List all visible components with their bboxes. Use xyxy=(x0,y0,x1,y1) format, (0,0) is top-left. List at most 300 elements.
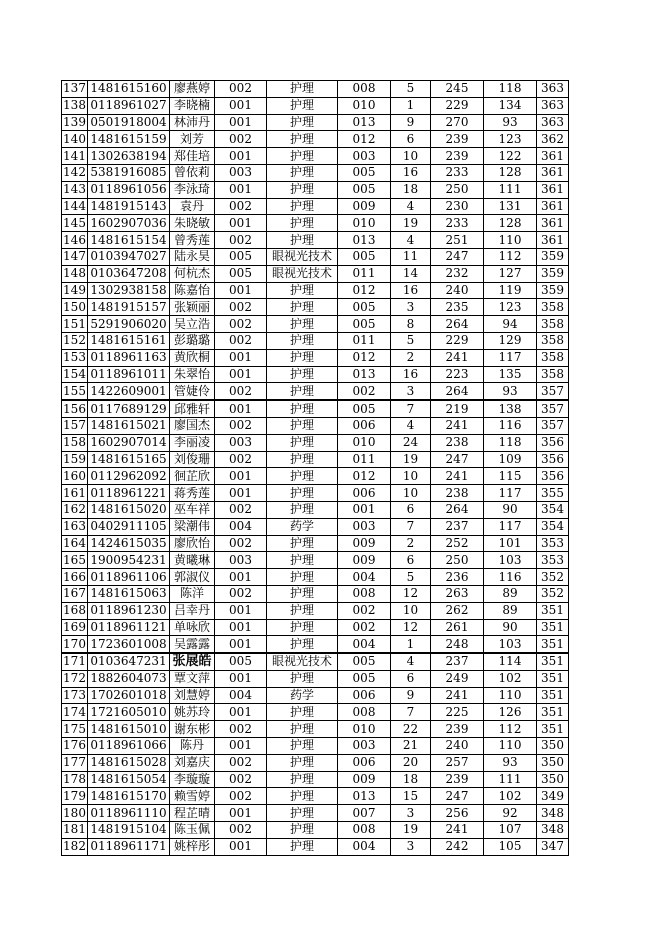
class-code-cell: 008 xyxy=(338,585,391,602)
exam-id-cell: 1721605010 xyxy=(88,704,170,721)
student-name-cell: 赖雪婷 xyxy=(170,788,215,805)
student-name-cell: 朱翠怡 xyxy=(170,366,215,383)
row-number-cell: 148 xyxy=(63,266,86,281)
seat-number-cell: 12 xyxy=(391,619,431,636)
score-a-cell: 238 xyxy=(431,485,484,502)
major-cell: 护理 xyxy=(267,805,338,822)
major-cell: 护理 xyxy=(267,721,338,738)
seat-number-cell: 3 xyxy=(391,383,431,400)
score-b-cell: 94 xyxy=(484,316,537,333)
total-score-cell: 354 xyxy=(537,518,569,535)
class-code-cell: 012 xyxy=(338,468,391,485)
score-b-cell: 90 xyxy=(484,501,537,518)
student-name-cell: 袁丹 xyxy=(170,198,215,215)
table-row xyxy=(62,265,569,282)
class-code-cell: 006 xyxy=(338,754,391,771)
row-number-cell: 145 xyxy=(63,215,86,230)
table-row xyxy=(62,468,569,485)
exam-id-cell: 1481915143 xyxy=(88,198,170,215)
exam-id-cell: 1422609001 xyxy=(88,383,170,400)
score-b-cell: 128 xyxy=(484,164,537,181)
seat-number-cell: 6 xyxy=(391,501,431,518)
major-cell: 护理 xyxy=(267,400,338,417)
seat-number-cell: 21 xyxy=(391,738,431,755)
exam-id-cell: 1481915157 xyxy=(88,299,170,316)
school-code-cell: 001 xyxy=(215,215,267,232)
seat-number-cell: 2 xyxy=(391,535,431,552)
total-score-cell: 355 xyxy=(537,485,569,502)
total-score-cell: 357 xyxy=(537,400,569,417)
major-cell: 护理 xyxy=(267,181,338,198)
exam-id-cell: 1702601018 xyxy=(88,687,170,704)
exam-id-cell: 0402911105 xyxy=(88,518,170,535)
row-number-cell: 168 xyxy=(63,603,86,618)
school-code-cell: 002 xyxy=(215,131,267,148)
class-code-cell: 009 xyxy=(338,535,391,552)
student-name-cell: 曾秀莲 xyxy=(170,232,215,249)
total-score-cell: 348 xyxy=(537,805,569,822)
row-number-cell: 166 xyxy=(63,569,86,584)
row-number-cell: 139 xyxy=(63,114,86,129)
table-row xyxy=(62,501,569,518)
major-cell: 护理 xyxy=(267,164,338,181)
major-cell: 护理 xyxy=(267,602,338,619)
school-code-cell: 003 xyxy=(215,164,267,181)
school-code-cell: 001 xyxy=(215,349,267,366)
score-a-cell: 241 xyxy=(431,687,484,704)
score-b-cell: 110 xyxy=(484,232,537,249)
row-number-cell: 151 xyxy=(63,316,86,331)
exam-id-cell: 0118961011 xyxy=(88,366,170,383)
score-b-cell: 134 xyxy=(484,97,537,114)
seat-number-cell: 7 xyxy=(391,518,431,535)
row-number-cell: 153 xyxy=(63,350,86,365)
student-name-cell: 李丽凌 xyxy=(170,434,215,451)
total-score-cell: 362 xyxy=(537,131,569,148)
school-code-cell: 001 xyxy=(215,636,267,653)
score-a-cell: 240 xyxy=(431,282,484,299)
class-code-cell: 007 xyxy=(338,805,391,822)
score-b-cell: 90 xyxy=(484,619,537,636)
row-number-cell: 172 xyxy=(63,671,86,686)
score-a-cell: 242 xyxy=(431,838,484,855)
exam-id-cell: 1481615154 xyxy=(88,232,170,249)
student-name-cell: 吴露露 xyxy=(170,636,215,653)
score-table xyxy=(61,80,569,856)
row-number-cell: 181 xyxy=(63,822,86,837)
school-code-cell: 003 xyxy=(215,434,267,451)
score-b-cell: 93 xyxy=(484,383,537,400)
total-score-cell: 358 xyxy=(537,299,569,316)
seat-number-cell: 5 xyxy=(391,332,431,349)
score-b-cell: 109 xyxy=(484,451,537,468)
table-row xyxy=(62,754,569,771)
school-code-cell: 002 xyxy=(215,451,267,468)
exam-id-cell: 0118961163 xyxy=(88,349,170,366)
row-number-cell: 150 xyxy=(63,299,86,314)
exam-id-cell: 0118961056 xyxy=(88,181,170,198)
school-code-cell: 001 xyxy=(215,468,267,485)
total-score-cell: 361 xyxy=(537,198,569,215)
major-cell: 护理 xyxy=(267,332,338,349)
school-code-cell: 002 xyxy=(215,198,267,215)
seat-number-cell: 24 xyxy=(391,434,431,451)
class-code-cell: 010 xyxy=(338,215,391,232)
score-a-cell: 241 xyxy=(431,468,484,485)
school-code-cell: 002 xyxy=(215,316,267,333)
exam-id-cell: 1481615160 xyxy=(88,81,170,98)
total-score-cell: 359 xyxy=(537,248,569,265)
class-code-cell: 005 xyxy=(338,164,391,181)
school-code-cell: 002 xyxy=(215,721,267,738)
row-number-cell: 164 xyxy=(63,535,86,550)
row-number-cell: 159 xyxy=(63,451,86,466)
score-b-cell: 118 xyxy=(484,434,537,451)
class-code-cell: 013 xyxy=(338,788,391,805)
major-cell: 护理 xyxy=(267,97,338,114)
seat-number-cell: 18 xyxy=(391,181,431,198)
class-code-cell: 004 xyxy=(338,569,391,586)
major-cell: 护理 xyxy=(267,114,338,131)
score-a-cell: 257 xyxy=(431,754,484,771)
table-row xyxy=(62,383,569,400)
score-b-cell: 103 xyxy=(484,552,537,569)
major-cell: 护理 xyxy=(267,215,338,232)
student-name-cell: 陈洋 xyxy=(170,585,215,602)
major-cell: 护理 xyxy=(267,468,338,485)
student-name-cell: 郑佳培 xyxy=(170,148,215,165)
seat-number-cell: 15 xyxy=(391,788,431,805)
student-name-cell: 刘俊珊 xyxy=(170,451,215,468)
score-b-cell: 123 xyxy=(484,131,537,148)
score-a-cell: 251 xyxy=(431,232,484,249)
major-cell: 护理 xyxy=(267,704,338,721)
school-code-cell: 002 xyxy=(215,501,267,518)
score-b-cell: 103 xyxy=(484,636,537,653)
seat-number-cell: 10 xyxy=(391,148,431,165)
seat-number-cell: 10 xyxy=(391,468,431,485)
row-number-cell: 173 xyxy=(63,688,86,703)
row-number-cell: 154 xyxy=(63,366,86,381)
score-b-cell: 110 xyxy=(484,687,537,704)
class-code-cell: 004 xyxy=(338,838,391,855)
row-number-cell: 163 xyxy=(63,519,86,534)
score-a-cell: 233 xyxy=(431,215,484,232)
school-code-cell: 002 xyxy=(215,585,267,602)
score-a-cell: 235 xyxy=(431,299,484,316)
student-name-cell: 廖欣怡 xyxy=(170,535,215,552)
total-score-cell: 356 xyxy=(537,451,569,468)
score-a-cell: 236 xyxy=(431,569,484,586)
table-row xyxy=(62,349,569,366)
total-score-cell: 361 xyxy=(537,232,569,249)
row-number-cell: 176 xyxy=(63,738,86,753)
seat-number-cell: 19 xyxy=(391,822,431,839)
major-cell: 护理 xyxy=(267,232,338,249)
major-cell: 护理 xyxy=(267,417,338,434)
score-a-cell: 241 xyxy=(431,822,484,839)
row-number-cell: 149 xyxy=(63,282,86,297)
exam-id-cell: 0103647208 xyxy=(88,265,170,282)
seat-number-cell: 3 xyxy=(391,838,431,855)
seat-number-cell: 20 xyxy=(391,754,431,771)
seat-number-cell: 5 xyxy=(391,569,431,586)
school-code-cell: 001 xyxy=(215,181,267,198)
major-cell: 药学 xyxy=(267,518,338,535)
exam-id-cell: 1302938158 xyxy=(88,282,170,299)
score-b-cell: 110 xyxy=(484,738,537,755)
row-number-cell: 177 xyxy=(63,755,86,770)
row-number-cell: 152 xyxy=(63,333,86,348)
score-b-cell: 93 xyxy=(484,114,537,131)
row-number-cell: 138 xyxy=(63,98,86,113)
score-b-cell: 111 xyxy=(484,181,537,198)
score-b-cell: 118 xyxy=(484,81,537,98)
major-cell: 眼视光技术 xyxy=(267,265,338,282)
score-b-cell: 93 xyxy=(484,754,537,771)
table-row xyxy=(62,299,569,316)
score-a-cell: 241 xyxy=(431,417,484,434)
table-row xyxy=(62,670,569,687)
table-row xyxy=(62,653,569,670)
table-row xyxy=(62,822,569,839)
score-b-cell: 105 xyxy=(484,838,537,855)
score-a-cell: 264 xyxy=(431,501,484,518)
school-code-cell: 002 xyxy=(215,332,267,349)
exam-id-cell: 0118961106 xyxy=(88,569,170,586)
total-score-cell: 349 xyxy=(537,788,569,805)
score-a-cell: 238 xyxy=(431,434,484,451)
row-number-cell: 137 xyxy=(63,81,86,96)
row-number-cell: 182 xyxy=(63,839,86,854)
seat-number-cell: 7 xyxy=(391,704,431,721)
exam-id-cell: 0118961230 xyxy=(88,602,170,619)
class-code-cell: 010 xyxy=(338,721,391,738)
major-cell: 护理 xyxy=(267,434,338,451)
major-cell: 护理 xyxy=(267,316,338,333)
score-a-cell: 230 xyxy=(431,198,484,215)
class-code-cell: 003 xyxy=(338,738,391,755)
student-name-cell: 郭淑仪 xyxy=(170,569,215,586)
class-code-cell: 002 xyxy=(338,602,391,619)
total-score-cell: 363 xyxy=(537,114,569,131)
exam-id-cell: 1424615035 xyxy=(88,535,170,552)
total-score-cell: 356 xyxy=(537,468,569,485)
exam-id-cell: 1481615170 xyxy=(88,788,170,805)
school-code-cell: 003 xyxy=(215,552,267,569)
table-row xyxy=(62,131,569,148)
seat-number-cell: 12 xyxy=(391,585,431,602)
class-code-cell: 006 xyxy=(338,485,391,502)
major-cell: 护理 xyxy=(267,822,338,839)
row-number-cell: 180 xyxy=(63,805,86,820)
school-code-cell: 002 xyxy=(215,754,267,771)
table-row xyxy=(62,585,569,602)
row-number-cell: 162 xyxy=(63,502,86,517)
row-number-cell: 169 xyxy=(63,619,86,634)
student-name-cell: 梁潮伟 xyxy=(170,518,215,535)
school-code-cell: 001 xyxy=(215,670,267,687)
school-code-cell: 001 xyxy=(215,114,267,131)
class-code-cell: 005 xyxy=(338,299,391,316)
class-code-cell: 009 xyxy=(338,552,391,569)
seat-number-cell: 9 xyxy=(391,687,431,704)
row-number-cell: 167 xyxy=(63,586,86,601)
row-number-cell: 144 xyxy=(63,198,86,213)
row-number-cell: 171 xyxy=(63,654,86,669)
school-code-cell: 005 xyxy=(215,248,267,265)
score-b-cell: 114 xyxy=(484,653,537,670)
table-row xyxy=(62,114,569,131)
total-score-cell: 351 xyxy=(537,636,569,653)
row-number-cell: 179 xyxy=(63,788,86,803)
total-score-cell: 356 xyxy=(537,434,569,451)
score-b-cell: 126 xyxy=(484,704,537,721)
table-row xyxy=(62,451,569,468)
row-number-cell: 143 xyxy=(63,182,86,197)
seat-number-cell: 6 xyxy=(391,552,431,569)
score-a-cell: 247 xyxy=(431,788,484,805)
school-code-cell: 001 xyxy=(215,805,267,822)
total-score-cell: 351 xyxy=(537,619,569,636)
student-name-cell: 吴立浩 xyxy=(170,316,215,333)
major-cell: 药学 xyxy=(267,687,338,704)
class-code-cell: 006 xyxy=(338,417,391,434)
major-cell: 护理 xyxy=(267,670,338,687)
total-score-cell: 361 xyxy=(537,148,569,165)
score-b-cell: 107 xyxy=(484,822,537,839)
row-number-cell: 178 xyxy=(63,772,86,787)
exam-id-cell: 0501918004 xyxy=(88,114,170,131)
class-code-cell: 005 xyxy=(338,181,391,198)
table-row xyxy=(62,552,569,569)
class-code-cell: 010 xyxy=(338,434,391,451)
student-name-cell: 张颖丽 xyxy=(170,299,215,316)
score-b-cell: 112 xyxy=(484,721,537,738)
major-cell: 护理 xyxy=(267,131,338,148)
table-row xyxy=(62,485,569,502)
total-score-cell: 361 xyxy=(537,215,569,232)
class-code-cell: 011 xyxy=(338,451,391,468)
class-code-cell: 006 xyxy=(338,687,391,704)
total-score-cell: 357 xyxy=(537,417,569,434)
score-a-cell: 237 xyxy=(431,653,484,670)
exam-id-cell: 1481615161 xyxy=(88,332,170,349)
school-code-cell: 001 xyxy=(215,366,267,383)
student-name-cell: 林沛丹 xyxy=(170,114,215,131)
student-name-cell: 巫车祥 xyxy=(170,501,215,518)
row-number-cell: 155 xyxy=(62,383,88,400)
table-row xyxy=(62,619,569,636)
score-a-cell: 239 xyxy=(431,148,484,165)
score-b-cell: 89 xyxy=(484,585,537,602)
school-code-cell: 004 xyxy=(215,687,267,704)
row-number-cell: 170 xyxy=(62,636,88,653)
score-a-cell: 247 xyxy=(431,451,484,468)
major-cell: 护理 xyxy=(267,838,338,855)
school-code-cell: 005 xyxy=(215,265,267,282)
score-b-cell: 119 xyxy=(484,282,537,299)
total-score-cell: 358 xyxy=(537,316,569,333)
score-a-cell: 252 xyxy=(431,535,484,552)
major-cell: 护理 xyxy=(267,198,338,215)
exam-id-cell: 1481615021 xyxy=(88,417,170,434)
total-score-cell: 347 xyxy=(537,838,569,855)
exam-id-cell: 1481615165 xyxy=(88,451,170,468)
student-name-cell: 姚梓彤 xyxy=(170,838,215,855)
class-code-cell: 013 xyxy=(338,114,391,131)
class-code-cell: 010 xyxy=(338,97,391,114)
row-number-cell: 141 xyxy=(63,148,86,163)
school-code-cell: 002 xyxy=(215,81,267,98)
school-code-cell: 002 xyxy=(215,417,267,434)
school-code-cell: 005 xyxy=(215,653,267,670)
score-b-cell: 92 xyxy=(484,805,537,822)
table-row xyxy=(62,332,569,349)
major-cell: 护理 xyxy=(267,535,338,552)
major-cell: 护理 xyxy=(267,282,338,299)
score-a-cell: 263 xyxy=(431,585,484,602)
table-body xyxy=(62,81,569,856)
table-row xyxy=(62,636,569,653)
exam-id-cell: 0118961121 xyxy=(88,619,170,636)
table-row xyxy=(62,164,569,181)
table-row xyxy=(62,721,569,738)
table-row xyxy=(62,400,569,417)
score-a-cell: 229 xyxy=(431,97,484,114)
table-row xyxy=(62,198,569,215)
score-b-cell: 135 xyxy=(484,366,537,383)
score-b-cell: 123 xyxy=(484,299,537,316)
class-code-cell: 003 xyxy=(338,518,391,535)
total-score-cell: 351 xyxy=(537,602,569,619)
student-name-cell: 吕幸丹 xyxy=(170,602,215,619)
score-a-cell: 262 xyxy=(431,602,484,619)
score-a-cell: 270 xyxy=(431,114,484,131)
class-code-cell: 005 xyxy=(338,400,391,417)
row-number-cell: 140 xyxy=(63,131,86,146)
exam-id-cell: 1302638194 xyxy=(88,148,170,165)
seat-number-cell: 19 xyxy=(391,215,431,232)
major-cell: 护理 xyxy=(267,754,338,771)
exam-id-cell: 1900954231 xyxy=(88,552,170,569)
student-name-cell: 李泳琦 xyxy=(170,181,215,198)
table-row xyxy=(62,788,569,805)
school-code-cell: 002 xyxy=(215,535,267,552)
score-a-cell: 229 xyxy=(431,332,484,349)
score-a-cell: 261 xyxy=(431,619,484,636)
seat-number-cell: 22 xyxy=(391,721,431,738)
major-cell: 护理 xyxy=(267,383,338,400)
exam-id-cell: 1481615020 xyxy=(88,501,170,518)
score-a-cell: 245 xyxy=(431,81,484,98)
class-code-cell: 005 xyxy=(338,670,391,687)
school-code-cell: 001 xyxy=(215,97,267,114)
score-a-cell: 232 xyxy=(431,265,484,282)
seat-number-cell: 11 xyxy=(391,248,431,265)
school-code-cell: 002 xyxy=(215,822,267,839)
student-name-cell: 刘芳 xyxy=(170,131,215,148)
seat-number-cell: 10 xyxy=(391,602,431,619)
seat-number-cell: 18 xyxy=(391,771,431,788)
student-name-cell: 黄曦琳 xyxy=(170,552,215,569)
major-cell: 护理 xyxy=(267,585,338,602)
major-cell: 护理 xyxy=(267,485,338,502)
score-b-cell: 111 xyxy=(484,771,537,788)
school-code-cell: 001 xyxy=(215,569,267,586)
score-a-cell: 239 xyxy=(431,771,484,788)
row-number-cell: 175 xyxy=(63,721,86,736)
